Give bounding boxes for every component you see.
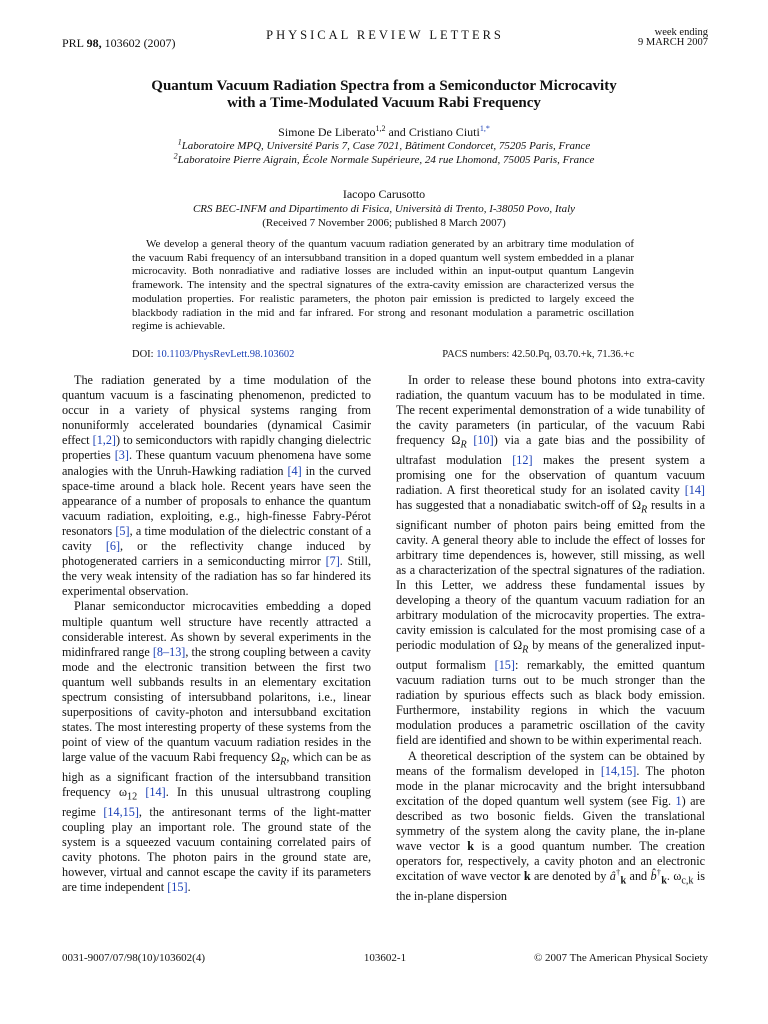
citation: PRL 98, 103602 (2007): [62, 36, 176, 50]
paper-title: Quantum Vacuum Radiation Spectra from a Semiconductor Microcavity with a Time-Modulated Vacuum Rabi Frequency: [151, 78, 617, 111]
citation-link[interactable]: [4]: [287, 463, 302, 478]
received-dates: (Received 7 November 2006; published 8 March 2007): [262, 217, 506, 229]
footnote-link[interactable]: 1,*: [479, 124, 490, 133]
doi: DOI: 10.1103/PhysRevLett.98.103602: [132, 349, 295, 360]
author-line-2: Iacopo Carusotto: [342, 187, 426, 201]
citation-link[interactable]: [12]: [512, 452, 533, 467]
issue-date: week ending 9 MARCH 2007: [637, 27, 708, 48]
affiliation-2: $^2$Laboratoire Pierre Aigrain, École Normale Supérieure, 24 rue Lhomond, 75005 Paris, France: [173, 151, 595, 166]
paragraph: Planar semiconductor microcavities embedding a doped multiple quantum well structure have recently attracted a considerable interest. As shown by several experiments in the midinfrared range [8–13], the strong coupling between a cavity mode and the electronic transition between the first two quantum well subbands results in an elementary excitation spectrum consisting of intersubband polaritons, i.e., linear superpositions of cavity-photon and intersubband excitation states. The most interesting property of these systems from the point of view of the quantum vacuum radiation resides in the large value of the vacuum Rabi frequency $\Omega_R$, which can be as high as a significant fraction of the intersubband transition frequency $\omega_{12}$ [14]. In this unusual ultrastrong coupling regime [14,15], the antiresonant terms of the light-matter coupling play an important role. The ground state of the system is a squeezed vacuum containing correlated pairs of cavity photons. The photon pairs in the ground state are, however, virtual and cannot escape the cavity if its parameters are time independent [15].: [62, 599, 372, 894]
citation-link[interactable]: [10]: [473, 433, 494, 448]
citation-link[interactable]: [5]: [115, 523, 130, 538]
left-column: [62, 373, 371, 895]
paragraph: A theoretical description of the system can be obtained by means of the formalism developed in [14,15]. The photon mode in the planar microcavity and the bright intersubband excitation of the doped quantum well system (see Fig. 1) are described as two bosonic fields. Given the translational symmetry of the system along the cavity plane, the in-plane wave vector k is a good quantum number. The creation operators for, respectively, a cavity photon and an electronic excitation of wave vector k are denoted by $â^\dagger_k$ and $b̂^\dagger_k$. $\omega_{c,k}$ is the in-plane dispersion: [396, 748, 706, 903]
citation-link[interactable]: [14]: [684, 483, 705, 498]
doi-link[interactable]: 10.1103/PhysRevLett.98.103602: [156, 349, 295, 360]
citation-link[interactable]: [7]: [325, 554, 340, 569]
citation-link[interactable]: [14]: [145, 784, 166, 799]
running-header: [62, 28, 708, 54]
citation-link[interactable]: [15]: [167, 879, 188, 894]
citation-link[interactable]: [15]: [494, 658, 515, 672]
citation-link[interactable]: [6]: [105, 539, 121, 554]
figure-link[interactable]: 1: [675, 793, 682, 808]
citation-link[interactable]: [8–13]: [152, 644, 186, 659]
paragraph: In order to release these bound photons into extra-cavity radiation, the quantum vacuum has to be modulated in time. The recent experimental demonstration of a wide tunability of the cavity parameters (in particular, of the vacuum Rabi frequency $\Omega_R$ [10]) via a gate bias and the possibility of ultrafast modulation [12] makes the present system a promising one for the observation of quantum vacuum radiation. A first theoretical study for an isolated cavity [14] has suggested that a nonadiabatic switch-off of $\Omega_R$ results in a significant number of photon pairs being emitted from the cavity. A general theory able to include the effect of losses for arbitrary time dependences is, however, still missing, as well as a characterization of the spectral signatures of the radiation. In this Letter, we address these fundamental issues by developing a theory of the quantum vacuum radiation for an arbitrary modulation of the microcavity properties. The extra-cavity emission is calculated for the most promising case of a periodic modulation of $\Omega_R$ by means of the generalized input-output formalism [15]: remarkably, the emitted quantum vacuum radiation turns out to be much stronger than the radiation by spurious effects such as black body emission. Furthermore, instability regions in which the vacuum modulation produces a parametric oscillation of the cavity field are identified and shown to be within experimental reach.: [396, 373, 706, 748]
citation-link[interactable]: [14,15]: [600, 763, 637, 778]
citation-link[interactable]: [1,2]: [92, 433, 116, 448]
citation-link[interactable]: [14,15]: [103, 804, 139, 819]
paragraph: The radiation generated by a time modulation of the quantum vacuum is a fascinating phenomenon, predicted to occur in a variety of physical systems ranging from nonuniformly accelerated boundaries (dynamical Casimir effect [1,2]) to semiconductors with rapidly changing dielectric properties [3]. These quantum vacuum phenomena have some analogies with the Unruh-Hawking radiation [4] in the curved space-time around a black hole. Recent years have seen the appearance of a number of proposals to enhance the quantum vacuum radiation, exploiting, e.g., high-finesse Fabry-Pérot resonators [5], a time modulation of the dielectric constant of a cavity [6], or the reflectivity change induced by photogenerated carriers in a semiconducting mirror [7]. Still, the very weak intensity of the radiation has so far hindered its experimental observation.: [62, 373, 372, 599]
page-number: 103602-1: [363, 952, 407, 964]
author-line-1: Simone De Liberato$^{1,2}$ and Cristiano Ciuti$^{1,*}$: [278, 124, 490, 139]
citation-link[interactable]: [3]: [114, 448, 129, 463]
pacs-numbers: PACS numbers: 42.50.Pq, 03.70.+k, 71.36.+c: [442, 349, 634, 360]
journal-name: PHYSICAL REVIEW LETTERS: [266, 28, 504, 42]
affiliation-3: CRS BEC-INFM and Dipartimento di Fisica, Università di Trento, I-38050 Povo, Italy: [192, 203, 576, 215]
footer-code: 0031-9007/07/98(10)/103602(4): [62, 952, 205, 964]
right-column: [396, 373, 705, 904]
affiliation-1: $^1$Laboratoire MPQ, Université Paris 7, Case 7021, Bâtiment Condorcet, 75205 Paris, France: [177, 137, 591, 152]
copyright: © 2007 The American Physical Society: [533, 952, 708, 964]
abstract: We develop a general theory of the quantum vacuum radiation generated by an arbitrary time modulation of the vacuum Rabi frequency of an intersubband transition in a doped quantum well system embedded in a planar microcavity. Both nonradiative and radiative losses are included within an input-output quantum Langevin framework. The intensity and the spectral signatures of the extra-cavity emission are characterized versus the modulation properties. For realistic parameters, the photon pair emission is predicted to largely exceed the blackbody radiation in the mid and far infrared. For strong and resonant modulation a parametric oscillation regime is achievable.: [132, 238, 634, 333]
